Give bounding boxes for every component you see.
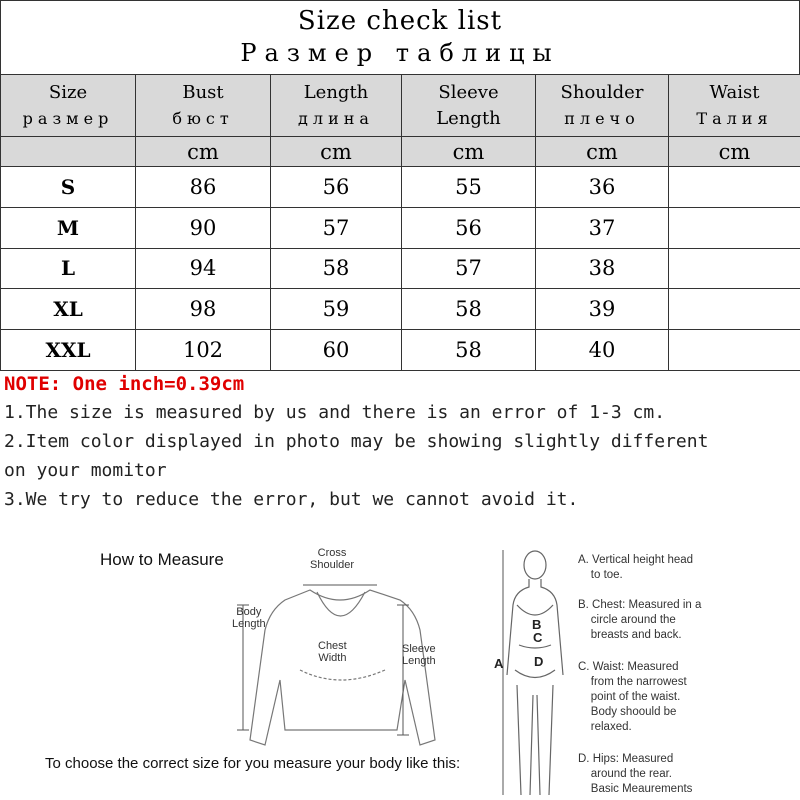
legend-b: B. Chest: Measured in a circle around the breasts and back. — [578, 599, 702, 641]
table-row — [1, 207, 800, 248]
sleeve-length-label: Sleeve Length — [402, 643, 436, 667]
size-cell: S — [1, 167, 136, 208]
waist-cell — [669, 167, 800, 208]
sleeve-cell: 56 — [402, 207, 536, 248]
unit-row — [1, 137, 800, 167]
shoulder-cell: 40 — [536, 330, 669, 371]
header-shoulder: Shoulder плечо — [536, 75, 669, 137]
header-length: Length длина — [271, 75, 402, 137]
title-box — [0, 0, 800, 75]
waist-cell — [669, 289, 800, 330]
note-line-2b: on your momitor — [4, 460, 167, 481]
table-row — [1, 330, 800, 371]
inch-conversion-note: NOTE: One inch=0.39cm — [4, 373, 245, 395]
waist-cell — [669, 248, 800, 289]
sleeve-cell: 57 — [402, 248, 536, 289]
letter-d: D — [534, 654, 544, 669]
length-cell: 59 — [271, 289, 402, 330]
size-table — [0, 74, 800, 371]
unit-cell: cm — [402, 137, 536, 167]
length-cell: 56 — [271, 167, 402, 208]
size-cell: L — [1, 248, 136, 289]
unit-cell: cm — [271, 137, 402, 167]
bust-cell: 94 — [136, 248, 271, 289]
bust-cell: 90 — [136, 207, 271, 248]
note-line-2a: 2.Item color displayed in photo may be showing slightly different — [4, 431, 709, 452]
unit-cell: cm — [669, 137, 800, 167]
legend-c: C. Waist: Measured from the narrowest point of the waist. Body shoould be relaxed. — [578, 661, 687, 733]
body-figure-illustration — [495, 545, 575, 800]
note-line-3: 3.We try to reduce the error, but we cannot avoid it. — [4, 489, 579, 510]
size-cell: XXL — [1, 330, 136, 371]
legend-d: D. Hips: Measured around the rear. Basic Meaurements — [578, 753, 693, 795]
sleeve-cell: 58 — [402, 330, 536, 371]
legend-a: A. Vertical height head to toe. — [578, 554, 694, 581]
size-cell: M — [1, 207, 136, 248]
measure-diagram — [0, 530, 800, 800]
waist-cell — [669, 207, 800, 248]
letter-a: A — [494, 656, 504, 671]
shoulder-cell: 38 — [536, 248, 669, 289]
waist-cell — [669, 330, 800, 371]
table-row — [1, 289, 800, 330]
how-to-measure-heading: How to Measure — [100, 550, 224, 569]
note-line-1: 1.The size is measured by us and there is an error of 1-3 cm. — [4, 402, 666, 423]
body-length-label: Body Length — [232, 606, 266, 630]
cross-shoulder-label: Cross Shoulder — [310, 547, 355, 571]
sleeve-cell: 58 — [402, 289, 536, 330]
shoulder-cell: 37 — [536, 207, 669, 248]
header-size: Size размер — [1, 75, 136, 137]
chest-width-label: Chest Width — [318, 640, 347, 664]
shoulder-cell: 39 — [536, 289, 669, 330]
bust-cell: 86 — [136, 167, 271, 208]
bust-cell: 98 — [136, 289, 271, 330]
sleeve-cell: 55 — [402, 167, 536, 208]
choose-size-instruction: To choose the correct size for you measure your body like this: — [45, 755, 461, 772]
letter-c: C — [533, 630, 543, 645]
header-waist: Waist Талия — [669, 75, 800, 137]
bust-cell: 102 — [136, 330, 271, 371]
length-cell: 57 — [271, 207, 402, 248]
letter-b: B — [532, 617, 542, 632]
table-row — [1, 248, 800, 289]
notes-section — [4, 370, 800, 514]
length-cell: 60 — [271, 330, 402, 371]
shoulder-cell: 36 — [536, 167, 669, 208]
unit-cell — [1, 137, 136, 167]
unit-cell: cm — [536, 137, 669, 167]
title-english: Size check list — [297, 6, 503, 36]
unit-cell: cm — [136, 137, 271, 167]
title-russian: Размер таблицы — [240, 39, 560, 67]
header-bust: Bust бюст — [136, 75, 271, 137]
header-row — [1, 75, 800, 137]
length-cell: 58 — [271, 248, 402, 289]
header-sleeve-length: Sleeve Length — [402, 75, 536, 137]
table-row — [1, 167, 800, 208]
size-cell: XL — [1, 289, 136, 330]
